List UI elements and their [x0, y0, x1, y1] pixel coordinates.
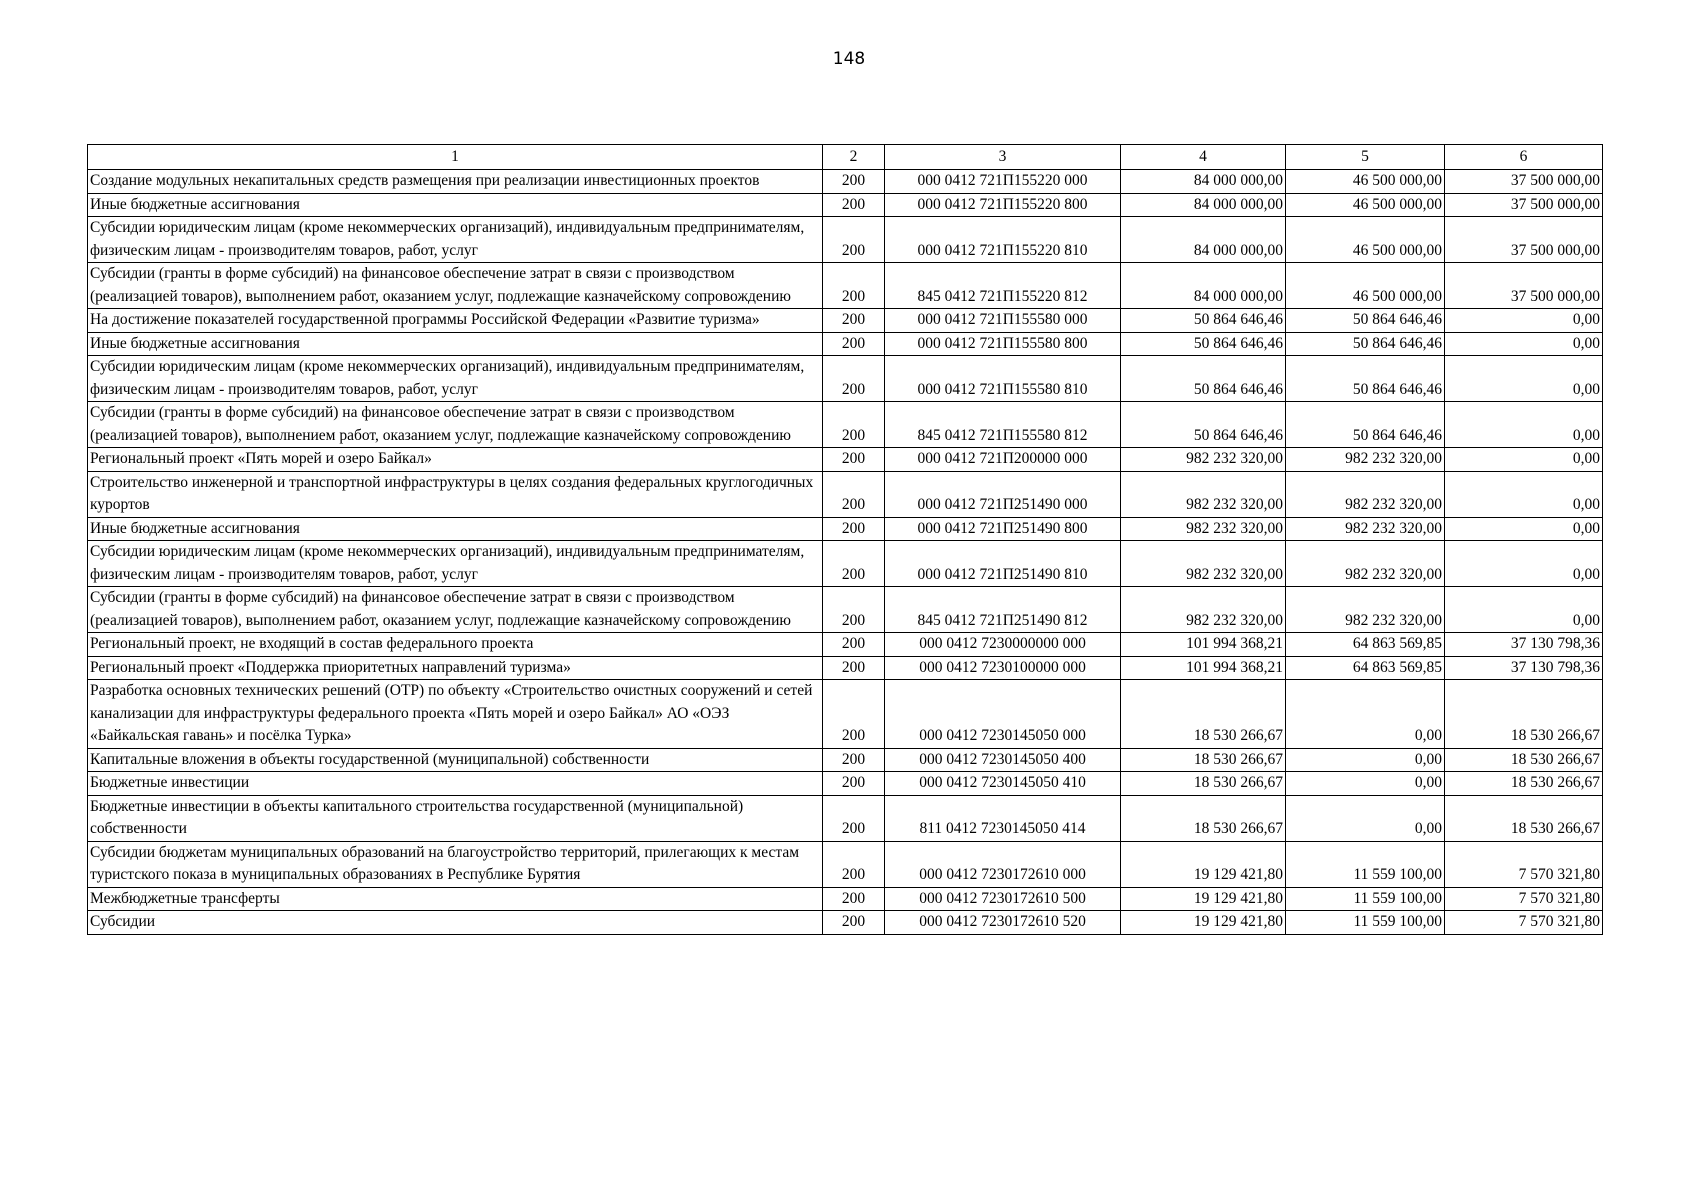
row-budget-code: 000 0412 7230100000 000 [885, 656, 1121, 680]
row-admin-code: 200 [823, 887, 885, 911]
row-budget-code: 000 0412 7230145050 000 [885, 680, 1121, 749]
row-amount-col4: 982 232 320,00 [1121, 448, 1286, 472]
row-name: Субсидии [88, 911, 823, 935]
row-budget-code: 000 0412 721П155580 810 [885, 356, 1121, 402]
row-amount-col4: 50 864 646,46 [1121, 356, 1286, 402]
row-amount-col5: 46 500 000,00 [1286, 193, 1445, 217]
row-admin-code: 200 [823, 332, 885, 356]
row-budget-code: 811 0412 7230145050 414 [885, 795, 1121, 841]
row-name: Создание модульных некапитальных средств размещения при реализации инвестиционных проектов [88, 170, 823, 194]
row-amount-col4: 982 232 320,00 [1121, 541, 1286, 587]
row-amount-col5: 0,00 [1286, 748, 1445, 772]
page-number: 148 [832, 49, 866, 69]
table-row [88, 887, 1603, 911]
row-amount-col6: 0,00 [1445, 448, 1603, 472]
row-amount-col6: 0,00 [1445, 587, 1603, 633]
row-amount-col6: 0,00 [1445, 471, 1603, 517]
row-budget-code: 000 0412 721П155220 000 [885, 170, 1121, 194]
row-amount-col6: 18 530 266,67 [1445, 680, 1603, 749]
table-row [88, 356, 1603, 402]
row-admin-code: 200 [823, 841, 885, 887]
row-amount-col5: 982 232 320,00 [1286, 471, 1445, 517]
row-amount-col4: 18 530 266,67 [1121, 748, 1286, 772]
row-admin-code: 200 [823, 448, 885, 472]
row-amount-col5: 982 232 320,00 [1286, 517, 1445, 541]
table-row [88, 680, 1603, 749]
budget-table [87, 144, 1603, 935]
row-amount-col6: 37 500 000,00 [1445, 170, 1603, 194]
row-amount-col4: 84 000 000,00 [1121, 263, 1286, 309]
row-amount-col6: 37 130 798,36 [1445, 633, 1603, 657]
row-amount-col5: 982 232 320,00 [1286, 587, 1445, 633]
row-budget-code: 000 0412 7230172610 500 [885, 887, 1121, 911]
row-admin-code: 200 [823, 263, 885, 309]
row-name: Иные бюджетные ассигнования [88, 517, 823, 541]
table-header [88, 145, 1603, 170]
row-amount-col4: 50 864 646,46 [1121, 309, 1286, 333]
row-amount-col5: 50 864 646,46 [1286, 332, 1445, 356]
row-budget-code: 000 0412 7230172610 520 [885, 911, 1121, 935]
header-col-2: 2 [823, 145, 885, 170]
row-admin-code: 200 [823, 193, 885, 217]
table-row [88, 471, 1603, 517]
row-amount-col5: 50 864 646,46 [1286, 309, 1445, 333]
row-amount-col4: 19 129 421,80 [1121, 911, 1286, 935]
row-amount-col4: 50 864 646,46 [1121, 332, 1286, 356]
header-col-1: 1 [88, 145, 823, 170]
row-budget-code: 845 0412 721П155220 812 [885, 263, 1121, 309]
row-amount-col4: 19 129 421,80 [1121, 841, 1286, 887]
row-amount-col5: 11 559 100,00 [1286, 911, 1445, 935]
row-amount-col5: 11 559 100,00 [1286, 887, 1445, 911]
row-budget-code: 000 0412 721П251490 800 [885, 517, 1121, 541]
row-admin-code: 200 [823, 402, 885, 448]
row-amount-col5: 46 500 000,00 [1286, 263, 1445, 309]
table-body [88, 170, 1603, 935]
row-admin-code: 200 [823, 541, 885, 587]
table-row [88, 402, 1603, 448]
row-amount-col4: 84 000 000,00 [1121, 193, 1286, 217]
header-col-4: 4 [1121, 145, 1286, 170]
row-budget-code: 845 0412 721П155580 812 [885, 402, 1121, 448]
row-name: Иные бюджетные ассигнования [88, 332, 823, 356]
row-amount-col5: 11 559 100,00 [1286, 841, 1445, 887]
row-budget-code: 000 0412 721П155220 810 [885, 217, 1121, 263]
row-budget-code: 000 0412 721П251490 000 [885, 471, 1121, 517]
table-row [88, 517, 1603, 541]
row-name: Капитальные вложения в объекты государственной (муниципальной) собственности [88, 748, 823, 772]
row-amount-col6: 0,00 [1445, 541, 1603, 587]
table-row [88, 748, 1603, 772]
row-admin-code: 200 [823, 217, 885, 263]
row-name: Строительство инженерной и транспортной инфраструктуры в целях создания федеральных круглогодичных курортов [88, 471, 823, 517]
row-admin-code: 200 [823, 170, 885, 194]
row-amount-col5: 46 500 000,00 [1286, 170, 1445, 194]
row-admin-code: 200 [823, 471, 885, 517]
row-amount-col6: 0,00 [1445, 332, 1603, 356]
table-row [88, 587, 1603, 633]
row-amount-col4: 18 530 266,67 [1121, 795, 1286, 841]
row-budget-code: 000 0412 7230000000 000 [885, 633, 1121, 657]
row-amount-col5: 982 232 320,00 [1286, 448, 1445, 472]
table-row [88, 309, 1603, 333]
header-row [88, 145, 1603, 170]
table-row [88, 541, 1603, 587]
row-name: Разработка основных технических решений (ОТР) по объекту «Строительство очистных сооружений и сетей канализации для инфраструктуры федерального проекта «Пять морей и озеро Байкал» АО «ОЭЗ «Байкальская гавань» и посёлка Турка» [88, 680, 823, 749]
row-amount-col5: 0,00 [1286, 772, 1445, 796]
row-name: Субсидии (гранты в форме субсидий) на финансовое обеспечение затрат в связи с производством (реализацией товаров), выполнением работ, оказанием услуг, подлежащие казначейскому сопровождению [88, 263, 823, 309]
row-amount-col5: 50 864 646,46 [1286, 356, 1445, 402]
row-budget-code: 000 0412 721П155580 800 [885, 332, 1121, 356]
row-name: Региональный проект, не входящий в состав федерального проекта [88, 633, 823, 657]
table-row [88, 795, 1603, 841]
row-name: Субсидии (гранты в форме субсидий) на финансовое обеспечение затрат в связи с производством (реализацией товаров), выполнением работ, оказанием услуг, подлежащие казначейскому сопровождению [88, 402, 823, 448]
row-admin-code: 200 [823, 587, 885, 633]
header-col-3: 3 [885, 145, 1121, 170]
row-budget-code: 000 0412 721П200000 000 [885, 448, 1121, 472]
row-name: Региональный проект «Поддержка приоритетных направлений туризма» [88, 656, 823, 680]
row-admin-code: 200 [823, 356, 885, 402]
row-budget-code: 000 0412 721П155580 000 [885, 309, 1121, 333]
row-amount-col4: 101 994 368,21 [1121, 656, 1286, 680]
row-amount-col6: 0,00 [1445, 517, 1603, 541]
row-amount-col6: 18 530 266,67 [1445, 795, 1603, 841]
table-row [88, 193, 1603, 217]
row-amount-col6: 7 570 321,80 [1445, 911, 1603, 935]
row-admin-code: 200 [823, 795, 885, 841]
row-name: На достижение показателей государственной программы Российской Федерации «Развитие туризма» [88, 309, 823, 333]
row-name: Межбюджетные трансферты [88, 887, 823, 911]
row-amount-col6: 37 500 000,00 [1445, 193, 1603, 217]
header-col-6: 6 [1445, 145, 1603, 170]
row-name: Региональный проект «Пять морей и озеро Байкал» [88, 448, 823, 472]
table-row [88, 911, 1603, 935]
row-amount-col4: 101 994 368,21 [1121, 633, 1286, 657]
row-budget-code: 000 0412 7230172610 000 [885, 841, 1121, 887]
row-amount-col5: 50 864 646,46 [1286, 402, 1445, 448]
table-row [88, 263, 1603, 309]
row-name: Субсидии бюджетам муниципальных образований на благоустройство территорий, прилегающих к местам туристского показа в муниципальных образованиях в Республике Бурятия [88, 841, 823, 887]
row-amount-col4: 982 232 320,00 [1121, 587, 1286, 633]
row-budget-code: 845 0412 721П251490 812 [885, 587, 1121, 633]
row-name: Субсидии юридическим лицам (кроме некоммерческих организаций), индивидуальным предпринимателям, физическим лицам - производителям товаров, работ, услуг [88, 217, 823, 263]
row-name: Бюджетные инвестиции [88, 772, 823, 796]
row-amount-col6: 37 130 798,36 [1445, 656, 1603, 680]
header-col-5: 5 [1286, 145, 1445, 170]
row-name: Субсидии юридическим лицам (кроме некоммерческих организаций), индивидуальным предпринимателям, физическим лицам - производителям товаров, работ, услуг [88, 541, 823, 587]
table-row [88, 772, 1603, 796]
table-row [88, 448, 1603, 472]
row-budget-code: 000 0412 7230145050 410 [885, 772, 1121, 796]
row-amount-col4: 982 232 320,00 [1121, 471, 1286, 517]
row-amount-col6: 7 570 321,80 [1445, 887, 1603, 911]
row-amount-col4: 84 000 000,00 [1121, 170, 1286, 194]
row-admin-code: 200 [823, 748, 885, 772]
row-amount-col5: 46 500 000,00 [1286, 217, 1445, 263]
table-row [88, 633, 1603, 657]
row-amount-col6: 37 500 000,00 [1445, 217, 1603, 263]
row-amount-col6: 0,00 [1445, 309, 1603, 333]
row-admin-code: 200 [823, 911, 885, 935]
table-row [88, 332, 1603, 356]
row-amount-col5: 64 863 569,85 [1286, 656, 1445, 680]
row-admin-code: 200 [823, 517, 885, 541]
row-budget-code: 000 0412 7230145050 400 [885, 748, 1121, 772]
row-admin-code: 200 [823, 633, 885, 657]
row-amount-col4: 18 530 266,67 [1121, 680, 1286, 749]
row-amount-col4: 18 530 266,67 [1121, 772, 1286, 796]
row-amount-col4: 982 232 320,00 [1121, 517, 1286, 541]
row-amount-col6: 7 570 321,80 [1445, 841, 1603, 887]
row-amount-col5: 982 232 320,00 [1286, 541, 1445, 587]
row-amount-col6: 0,00 [1445, 402, 1603, 448]
row-name: Иные бюджетные ассигнования [88, 193, 823, 217]
row-name: Бюджетные инвестиции в объекты капитального строительства государственной (муниципальной) собственности [88, 795, 823, 841]
row-name: Субсидии (гранты в форме субсидий) на финансовое обеспечение затрат в связи с производством (реализацией товаров), выполнением работ, оказанием услуг, подлежащие казначейскому сопровождению [88, 587, 823, 633]
table-row [88, 170, 1603, 194]
row-amount-col4: 50 864 646,46 [1121, 402, 1286, 448]
table-row [88, 656, 1603, 680]
row-name: Субсидии юридическим лицам (кроме некоммерческих организаций), индивидуальным предпринимателям, физическим лицам - производителям товаров, работ, услуг [88, 356, 823, 402]
row-amount-col5: 64 863 569,85 [1286, 633, 1445, 657]
row-amount-col4: 19 129 421,80 [1121, 887, 1286, 911]
row-budget-code: 000 0412 721П155220 800 [885, 193, 1121, 217]
table-row [88, 217, 1603, 263]
row-amount-col6: 18 530 266,67 [1445, 772, 1603, 796]
row-amount-col5: 0,00 [1286, 795, 1445, 841]
row-amount-col4: 84 000 000,00 [1121, 217, 1286, 263]
row-admin-code: 200 [823, 680, 885, 749]
row-amount-col5: 0,00 [1286, 680, 1445, 749]
row-admin-code: 200 [823, 309, 885, 333]
row-admin-code: 200 [823, 656, 885, 680]
row-amount-col6: 18 530 266,67 [1445, 748, 1603, 772]
row-amount-col6: 37 500 000,00 [1445, 263, 1603, 309]
table-row [88, 841, 1603, 887]
row-admin-code: 200 [823, 772, 885, 796]
row-amount-col6: 0,00 [1445, 356, 1603, 402]
row-budget-code: 000 0412 721П251490 810 [885, 541, 1121, 587]
